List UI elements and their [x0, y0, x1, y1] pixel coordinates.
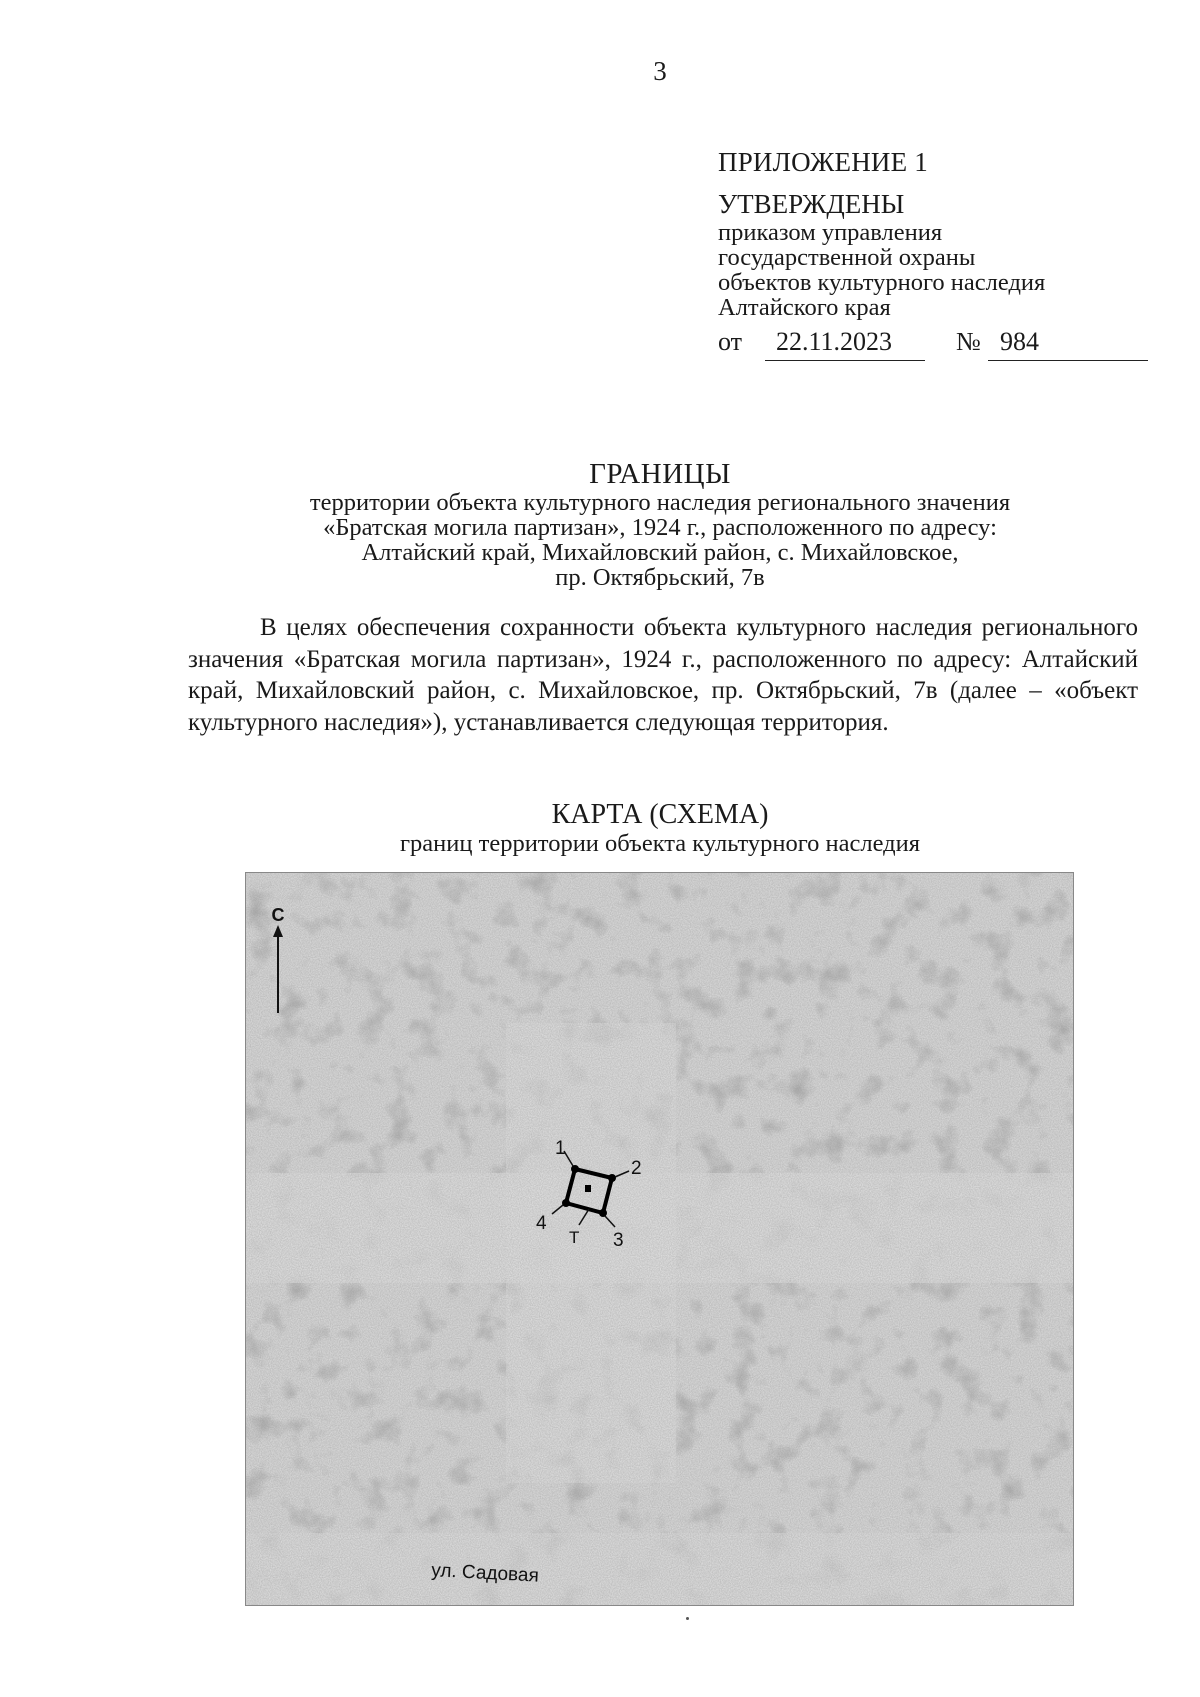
- number-underline: [988, 360, 1148, 361]
- aerial-map-scheme: [245, 872, 1074, 1606]
- monument-marker: [585, 1185, 591, 1192]
- point-label-3: 3: [613, 1230, 624, 1251]
- body-paragraph: [188, 612, 1138, 738]
- approval-line: государственной охраны: [718, 244, 976, 271]
- map-grain: [246, 873, 1073, 1605]
- number-label: №: [956, 327, 981, 356]
- point-label-4: 4: [536, 1213, 547, 1234]
- approval-block: [718, 146, 1045, 364]
- map-title-sub: границ территории объекта культурного наследия: [399, 830, 921, 857]
- title-line: «Братская могила партизан», 1924 г., расположенного по адресу:: [323, 514, 997, 541]
- approved-heading: УТВЕРЖДЕНЫ: [718, 189, 905, 219]
- point-label-1: 1: [555, 1138, 566, 1159]
- document-title: [0, 458, 1200, 590]
- title-line: территории объекта культурного наследия регионального значения: [309, 489, 1011, 516]
- boundary-point-1: [571, 1165, 579, 1173]
- boundary-point-2: [608, 1174, 616, 1182]
- date-underline: [765, 360, 925, 361]
- approval-line: приказом управления: [718, 219, 943, 246]
- title-line: Алтайский край, Михайловский район, с. Михайловское,: [361, 539, 959, 566]
- title-main: ГРАНИЦЫ: [589, 458, 731, 490]
- approval-line: объектов культурного наследия: [718, 269, 1046, 296]
- title-line: пр. Октябрьский, 7в: [555, 564, 765, 591]
- north-label: С: [271, 905, 285, 925]
- page-number: 3: [653, 56, 667, 86]
- appendix-label: ПРИЛОЖЕНИЕ 1: [718, 147, 928, 177]
- approval-line: Алтайского края: [718, 294, 891, 321]
- from-label: от: [718, 327, 743, 356]
- map-svg: [246, 873, 1073, 1605]
- point-label-2: 2: [631, 1158, 642, 1179]
- order-date: 22.11.2023: [776, 327, 893, 356]
- order-date-row: [718, 324, 1045, 364]
- map-title-main: КАРТА (СХЕМА): [551, 799, 769, 830]
- territory-label: Т: [569, 1228, 580, 1247]
- scan-speck: [686, 1617, 689, 1620]
- order-number: 984: [1000, 327, 1039, 356]
- street-label: ул. Садовая: [430, 1560, 540, 1587]
- body-text: В целях обеспечения сохранности объекта культурного наследия регионального значения «Братская могила партизан», 1924 г., расположенного по адресу: Алтайский край, Михайловский район, с. Михайловское, пр. Октябрьский, 7в (далее – «объект культурного наследия»), устанавливается следующая территория.: [188, 614, 1138, 736]
- map-heading: [0, 800, 1200, 857]
